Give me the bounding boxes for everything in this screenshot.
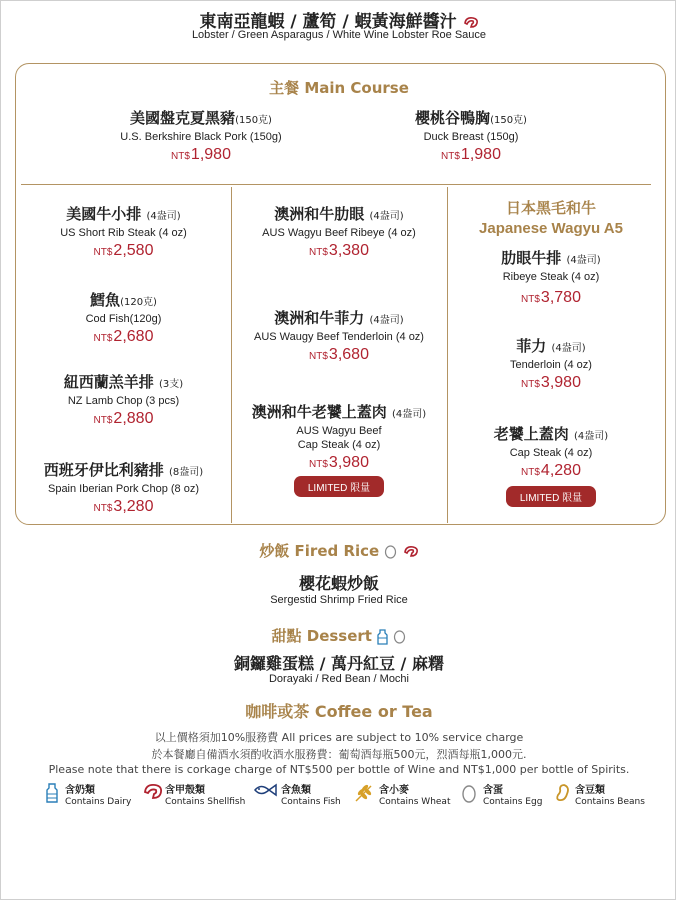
menu-item-aus-cap-steak: 澳洲和牛老饕上蓋肉 (4盎司) AUS Wagyu Beef Cap Steak (4 oz) NT$3,980 LIMITED 限量 — [233, 401, 445, 497]
shellfish-icon — [463, 16, 479, 29]
menu-item-iberian-pork: 西班牙伊比利豬排 (8盎司) Spain Iberian Pork Chop (8 oz) NT$3,280 — [43, 461, 204, 515]
menu-item-berkshire-pork: 美國盤克夏黑豬(150克) U.S. Berkshire Black Pork (150g) NT$1,980 — [120, 109, 282, 163]
dessert-title: 甜點 Dessert — [1, 625, 676, 646]
fried-rice-title: 炒飯 Fired Rice — [1, 540, 676, 561]
egg-icon — [384, 544, 397, 559]
legend-beans: 含豆類 Contains Beans — [555, 781, 645, 807]
egg-icon — [461, 783, 477, 803]
beans-icon — [555, 783, 571, 803]
menu-item-cod-fish: 鱈魚(120克) Cod Fish(120g) NT$2,680 — [85, 291, 162, 345]
header-title-zh: 東南亞龍蝦 / 蘆筍 / 蝦黃海鮮醬汁 — [1, 7, 676, 32]
legend-shellfish: 含甲殼類 Contains Shellfish — [143, 781, 245, 807]
divider-horizontal — [21, 184, 651, 185]
legend-egg: 含蛋 Contains Egg — [461, 781, 542, 807]
dairy-icon — [45, 783, 59, 803]
legend-wheat: 含小麥 Contains Wheat — [353, 781, 450, 807]
fish-icon — [253, 783, 277, 797]
wheat-icon — [353, 783, 375, 803]
menu-item-a5-ribeye: 肋眼牛排 (4盎司) Ribeye Steak (4 oz) NT$3,780 — [501, 249, 601, 306]
shellfish-icon — [403, 545, 419, 558]
fried-rice-item-en: Sergestid Shrimp Fried Rice — [270, 594, 408, 606]
menu-item-a5-cap-steak: 老饕上蓋肉 (4盎司) Cap Steak (4 oz) NT$4,280 LIMITED 限量 — [453, 423, 649, 507]
egg-icon — [393, 629, 406, 644]
header-title-en: Lobster / Green Asparagus / White Wine Lobster Roe Sauce — [191, 29, 487, 41]
coffee-title: 咖啡或茶 Coffee or Tea — [245, 702, 433, 721]
menu-item-a5-tenderloin: 菲力 (4盎司) Tenderloin (4 oz) NT$3,980 — [510, 337, 592, 391]
corkage-note-en: Please note that there is corkage charge of NT$500 per bottle of Wine and NT$1,000 per bottle of Spirits. — [48, 763, 630, 776]
menu-item-duck-breast: 櫻桃谷鴨胸(150克) Duck Breast (150g) NT$1,980 — [415, 109, 527, 163]
menu-item-lamb-chop: 紐西蘭羔羊排 (3支) NZ Lamb Chop (3 pcs) NT$2,880 — [63, 373, 184, 427]
dairy-icon — [377, 629, 388, 645]
corkage-note-zh: 於本餐廳自備酒水須酌收酒水服務費：葡萄酒每瓶500元，烈酒每瓶1,000元. — [151, 748, 527, 761]
fried-rice-item-zh: 櫻花蝦炒飯 — [298, 574, 379, 593]
legend-fish: 含魚類 Contains Fish — [253, 781, 341, 807]
allergen-legend — [41, 781, 661, 811]
main-course-title: 主餐 Main Course — [269, 79, 409, 97]
legend-dairy: 含奶類 Contains Dairy — [45, 781, 131, 807]
menu-item-short-rib: 美國牛小排 (4盎司) US Short Rib Steak (4 oz) NT$2,580 — [60, 205, 187, 259]
limited-badge: LIMITED 限量 — [506, 486, 596, 507]
japanese-wagyu-title: 日本黑毛和牛 Japanese Wagyu A5 — [479, 199, 623, 237]
dessert-item-en: Dorayaki / Red Bean / Mochi — [268, 673, 409, 685]
divider-vertical-1 — [231, 187, 232, 523]
menu-item-aus-tenderloin: 澳洲和牛菲力 (4盎司) AUS Waugy Beef Tenderloin (4 oz) NT$3,680 — [254, 309, 424, 363]
divider-vertical-2 — [447, 187, 448, 523]
shellfish-icon — [143, 783, 163, 801]
service-charge-note: 以上價格須加10%服務費 All prices are subject to 10% service charge — [154, 731, 524, 744]
limited-badge: LIMITED 限量 — [294, 476, 384, 497]
dessert-item-zh: 銅鑼雞蛋糕 / 萬丹紅豆 / 麻糬 — [234, 654, 444, 673]
menu-item-aus-ribeye: 澳洲和牛肋眼 (4盎司) AUS Wagyu Beef Ribeye (4 oz) NT$3,380 — [262, 205, 416, 259]
